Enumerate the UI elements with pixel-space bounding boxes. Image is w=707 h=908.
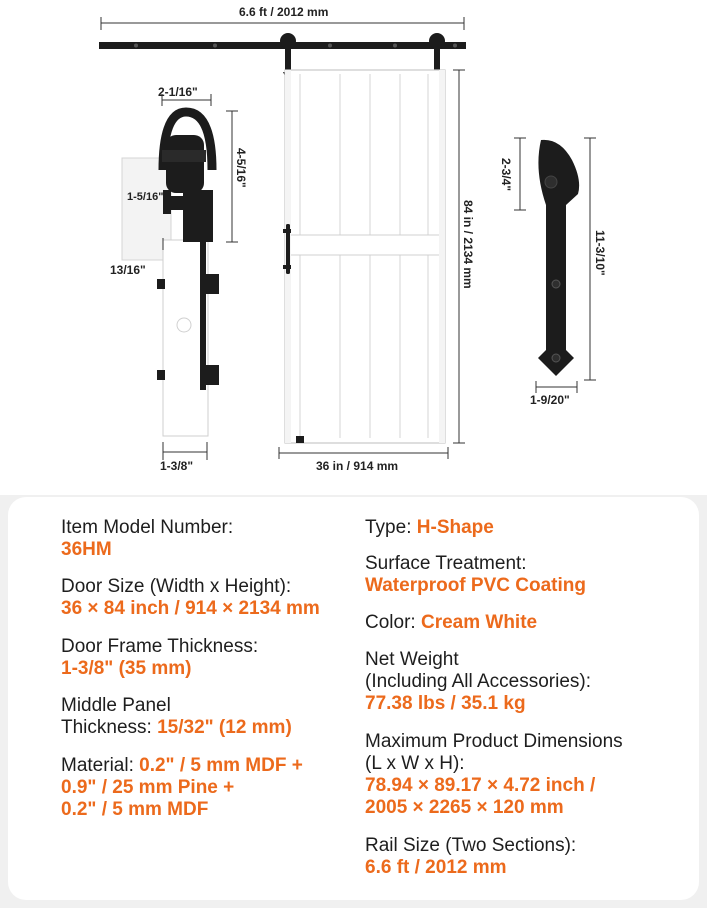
spec-max-dims-label-1: Maximum Product Dimensions [365, 731, 623, 752]
spec-middle-panel-value: 15/32" (12 mm) [157, 717, 292, 738]
spec-type-label: Type: [365, 517, 412, 538]
spec-rail-size-value: 6.6 ft / 2012 mm [365, 857, 507, 878]
spec-net-weight-label-2: (Including All Accessories): [365, 671, 591, 692]
spec-model-label: Item Model Number: [61, 517, 234, 538]
spec-max-dims-value-2: 2005 × 2265 × 120 mm [365, 797, 564, 818]
spec-rail-size-label: Rail Size (Two Sections): [365, 835, 577, 856]
spec-material-value-2: 0.9" / 25 mm Pine + [61, 777, 235, 798]
spec-material-value-1: 0.2" / 5 mm MDF + [139, 755, 303, 776]
spec-frame-thickness-value: 1-3/8" (35 mm) [61, 658, 192, 679]
spec-net-weight-value: 77.38 lbs / 35.1 kg [365, 693, 526, 714]
spec-max-dims-value-1: 78.94 × 89.17 × 4.72 inch / [365, 775, 596, 796]
spec-door-size-value: 36 × 84 inch / 914 × 2134 mm [61, 598, 320, 619]
spec-type [365, 517, 494, 539]
spec-material-value-3: 0.2" / 5 mm MDF [61, 799, 209, 820]
spec-max-dims-label-2: (L x W x H): [365, 753, 465, 774]
spec-model-value: 36HM [61, 539, 112, 560]
strap-front-view [538, 140, 579, 376]
spec-color-value: Cream White [420, 612, 538, 633]
spec-surface-label: Surface Treatment: [365, 553, 527, 574]
spec-color [365, 612, 537, 634]
spec-door-size [61, 576, 320, 620]
door-thickness-label: 1-3/8" [160, 459, 194, 473]
gap-label: 13/16" [110, 263, 146, 277]
door-front [283, 70, 445, 443]
spec-surface-value: Waterproof PVC Coating [365, 575, 586, 596]
spec-type-value: H-Shape [416, 517, 494, 538]
spec-surface [365, 553, 586, 597]
strap-width-label: 1-9/20" [530, 393, 570, 407]
spec-max-dims [365, 731, 623, 819]
bolt-offset-label: 1-5/16" [127, 191, 164, 203]
spec-middle-panel [61, 695, 292, 739]
spec-net-weight-label-1: Net Weight [365, 649, 459, 670]
spec-door-size-label: Door Size (Width x Height): [61, 576, 292, 597]
roller-width-label: 2-1/16" [158, 85, 198, 99]
strap-top-label: 2-3/4" [499, 158, 513, 192]
door-width-line [279, 447, 448, 459]
spec-frame-thickness-label: Door Frame Thickness: [61, 636, 259, 657]
spec-rail-size [365, 835, 576, 879]
specs-card [8, 497, 699, 900]
spec-model [61, 517, 233, 561]
spec-color-label: Color: [365, 612, 416, 633]
spec-material [61, 755, 303, 821]
door-width-label: 36 in / 914 mm [316, 459, 399, 473]
spec-material-label: Material: [61, 755, 134, 776]
strap-length-label: 11-3/10" [593, 230, 607, 276]
spec-middle-panel-label-2: Thickness: [61, 717, 152, 738]
spec-middle-panel-label-1: Middle Panel [61, 695, 171, 716]
spec-frame-thickness [61, 636, 258, 680]
door-height-label: 84 in / 2134 mm [461, 200, 475, 289]
roller-height-label: 4-5/16" [234, 148, 248, 188]
rail-length-label: 6.6 ft / 2012 mm [239, 5, 329, 19]
spec-net-weight [365, 649, 591, 715]
